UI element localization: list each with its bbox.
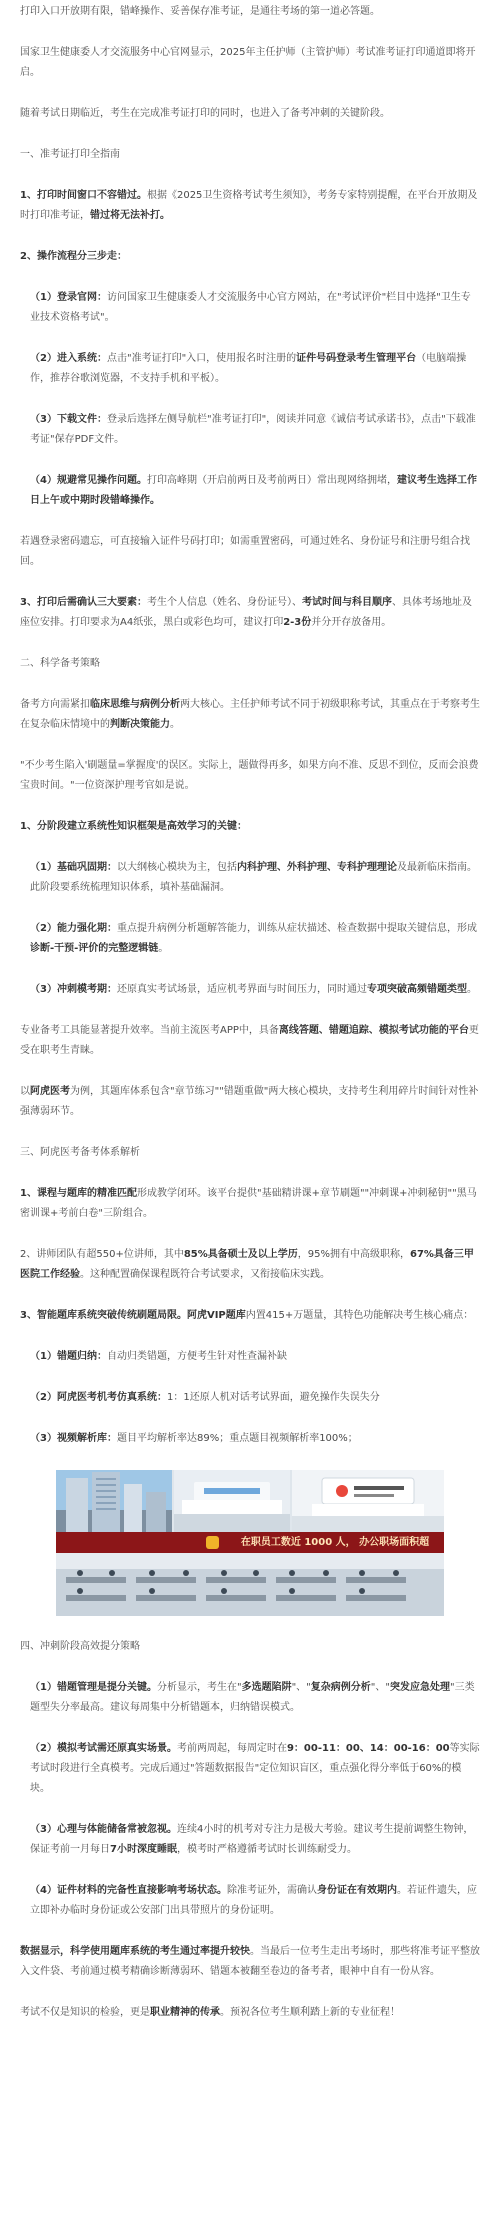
paragraph: 2、讲师团队有超550+位讲师，其中85%具备硕士及以上学历，95%拥有中高级职称，67%具备三甲医院工作经验。这种配置确保课程既符合考试要求，又衔接临床实践。 xyxy=(20,1249,474,1280)
company-logo xyxy=(206,1536,219,1549)
section-heading: 二、科学备考策略 xyxy=(20,658,100,669)
intro-paragraph: 打印入口开放期有限，错峰操作、妥善保存准考证，是通往考场的第一道必答题。 xyxy=(20,6,380,17)
paragraph: （3）冲刺模考期：还原真实考试场景，适应机考界面与时间压力，同时通过专项突破高频错题类型。 xyxy=(30,984,477,995)
paragraph: （1）错题管理是提分关键。分析显示，考生在"多选题陷阱"、"复杂病例分析"、"突发应急处理"三类题型失分率最高。建议每周集中分析错题本，归纳错误模式。 xyxy=(30,1682,475,1713)
paragraph: 数据显示，科学使用题库系统的考生通过率提升较快。当最后一位考生走出考场时，那些将准考证平整放入文件袋、考前通过模考精确诊断薄弱环、错题本被翻至卷边的备考者，眼神中自有一份从容。 xyxy=(20,1946,480,1977)
company-banner xyxy=(56,1532,444,1553)
section-heading: 四、冲刺阶段高效提分策略 xyxy=(20,1641,140,1652)
paragraph: （2）能力强化期：重点提升病例分析题解答能力，训练从症状描述、检查数据中提取关键信息，形成诊断-干预-评价的完整逻辑链。 xyxy=(30,923,477,954)
paragraph: （3）下载文件：登录后选择左侧导航栏"准考证打印"，阅读并同意《诚信考试承诺书》，点击"下载准考证"保存PDF文件。 xyxy=(30,414,476,445)
paragraph: 备考方向需紧扣临床思维与病例分析两大核心。主任护师考试不同于初级职称考试，其重点在于考察考生在复杂临床情境中的判断决策能力。 xyxy=(20,699,480,730)
paragraph: （2）进入系统：点击"准考证打印"入口，使用报名时注册的证件号码登录考生管理平台（电脑端操作，推荐谷歌浏览器，不支持手机和平板）。 xyxy=(30,353,467,384)
paragraph: 专业备考工具能显著提升效率。当前主流医考APP中，具备离线答题、错题追踪、模拟考试功能的平台更受在职考生青睐。 xyxy=(20,1025,479,1056)
office-floor-photo xyxy=(56,1553,444,1616)
paragraph: 1、课程与题库的精准匹配形成教学闭环。该平台提供"基础精讲课+章节刷题""冲刺课+冲刺秘钥""黑马密训课+考前白卷"三阶组合。 xyxy=(20,1188,477,1219)
paragraph: （3）视频解析库：题目平均解析率达89%；重点题目视频解析率100%； xyxy=(30,1433,358,1444)
paragraph: （1）错题归纳：自动归类错题，方便考生针对性查漏补缺 xyxy=(30,1351,287,1362)
section-heading: 一、准考证打印全指南 xyxy=(20,149,120,160)
banner-text: 在职员工数近 1000 人， 办公职场面积超 xyxy=(240,1537,430,1548)
closing-paragraph: 考试不仅是知识的检验，更是职业精神的传承。预祝各位考生顺利踏上新的专业征程！ xyxy=(20,2007,400,2018)
paragraph: （3）心理与体能储备常被忽视。连续4小时的机考对专注力是极大考验。建议考生提前调整生物钟，保证考前一月每日7小时深度睡眠，模考时严格遵循考试时长训练耐受力。 xyxy=(30,1824,474,1855)
paragraph: （4）规避常见操作问题。打印高峰期（开启前两日及考前两日）常出现网络拥堵，建议考生选择工作日上午或中期时段错峰操作。 xyxy=(30,475,477,506)
paragraph: 若遇登录密码遗忘，可直接输入证件号码打印；如需重置密码，可通过姓名、身份证号和注册号组合找回。 xyxy=(20,536,470,567)
paragraph: 以阿虎医考为例，其题库体系包含"章节练习""错题重做"两大核心模块，支持考生利用碎片时间针对性补强薄弱环节。 xyxy=(20,1086,479,1117)
paragraph: （2）阿虎医考机考仿真系统：1：1还原人机对话考试界面，避免操作失误失分 xyxy=(30,1392,380,1403)
paragraph: 1、打印时间窗口不容错过。根据《2025卫生资格考试考生须知》，考务专家特别提醒，在平台开放期及时打印准考证，错过将无法补打。 xyxy=(20,190,478,221)
paragraph: 2、操作流程分三步走： xyxy=(20,251,127,262)
intro-paragraph: 国家卫生健康委人才交流服务中心官网显示，2025年主任护师（主管护师）考试准考证打印通道即将开启。 xyxy=(20,47,476,78)
paragraph: （4）证件材料的完备性直接影响考场状态。除准考证外，需确认身份证在有效期内。若证件遗失，应立即补办临时身份证或公安部门出具带照片的身份证明。 xyxy=(30,1885,477,1916)
paragraph: （1）登录官网：访问国家卫生健康委人才交流服务中心官方网站，在"考试评价"栏目中选择"卫生专业技术资格考试"。 xyxy=(30,292,471,323)
paragraph: 3、智能题库系统突破传统刷题局限。阿虎VIP题库内置415+万题量，其特色功能解决考生核心痛点： xyxy=(20,1310,474,1321)
paragraph: "不少考生陷入'刷题量=掌握度'的误区。实际上，题做得再多，如果方向不准、反思不到位，反而会浪费宝贵时间。"一位资深护理考官如是说。 xyxy=(20,760,479,791)
lobby-photo xyxy=(174,1470,290,1532)
paragraph: 3、打印后需确认三大要素：考生个人信息（姓名、身份证号）、考试时间与科目顺序、具体考场地址及座位安排。打印要求为A4纸张，黑白或彩色均可，建议打印2-3份并分开存放备用。 xyxy=(20,597,472,628)
reception-photo xyxy=(292,1470,444,1532)
paragraph: （1）基础巩固期：以大纲核心模块为主，包括内科护理、外科护理、专科护理理论及最新临床指南。此阶段要系统梳理知识体系，填补基础漏洞。 xyxy=(30,862,477,893)
building-photo xyxy=(56,1470,172,1532)
intro-paragraph: 随着考试日期临近，考生在完成准考证打印的同时，也进入了备考冲刺的关键阶段。 xyxy=(20,108,390,119)
section-heading: 三、阿虎医考备考体系解析 xyxy=(20,1147,140,1158)
paragraph: 1、分阶段建立系统性知识框架是高效学习的关键： xyxy=(20,821,247,832)
office-photo-collage xyxy=(56,1470,444,1616)
paragraph: （2）模拟考试需还原真实场景。考前两周起，每周定时在9：00-11：00、14：00-16：00等实际考试时段进行全真模考。完成后通过"答题数据报告"定位知识盲区，重点强化得分率低于60%的模块。 xyxy=(30,1743,480,1794)
